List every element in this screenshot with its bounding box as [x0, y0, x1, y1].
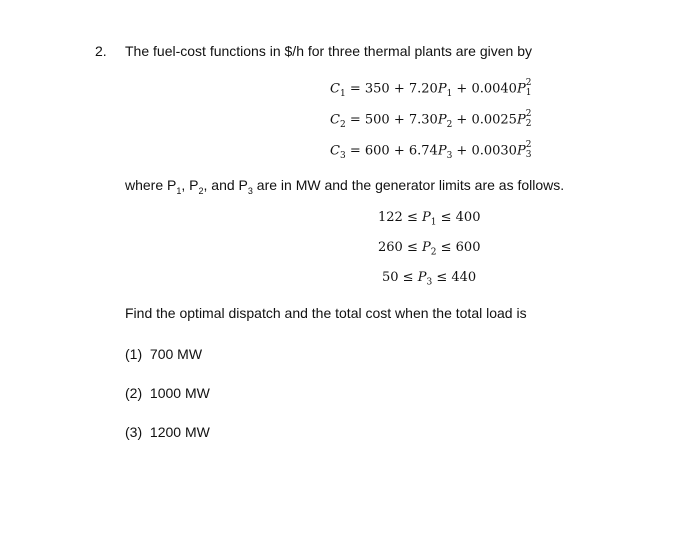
where-statement: where $P_1$, $P_2$, and $P_3$ are in MW and the generator limits are as follows. — [125, 177, 565, 196]
limit-3: $50 \le P_3 \le 440$ — [382, 270, 477, 288]
load-item-2: (2) 1000 MW — [125, 385, 210, 401]
load-item-3: (3) 1200 MW — [125, 424, 210, 440]
cost-equation-3: $C_3 = 600 + 6.74P_3 + 0.0030P$ 2 3 — [330, 140, 532, 162]
problem-number: 2. — [95, 43, 107, 59]
cost-equation-2: $C_2 = 500 + 7.30P_2 + 0.0025P$ 2 2 — [330, 109, 532, 131]
problem-intro: The fuel-cost functions in $/h for three thermal plants are given by — [125, 43, 532, 59]
load-item-1: (1) 700 MW — [125, 346, 203, 362]
limit-1: $122 \le P_1 \le 400$ — [378, 210, 481, 228]
task-statement: Find the optimal dispatch and the total cost when the total load is — [125, 305, 527, 321]
limit-2: $260 \le P_2 \le 600$ — [378, 240, 481, 258]
cost-equation-1: $C_1 = 350 + 7.20P_1 + 0.0040P$ 2 1 — [330, 78, 532, 100]
